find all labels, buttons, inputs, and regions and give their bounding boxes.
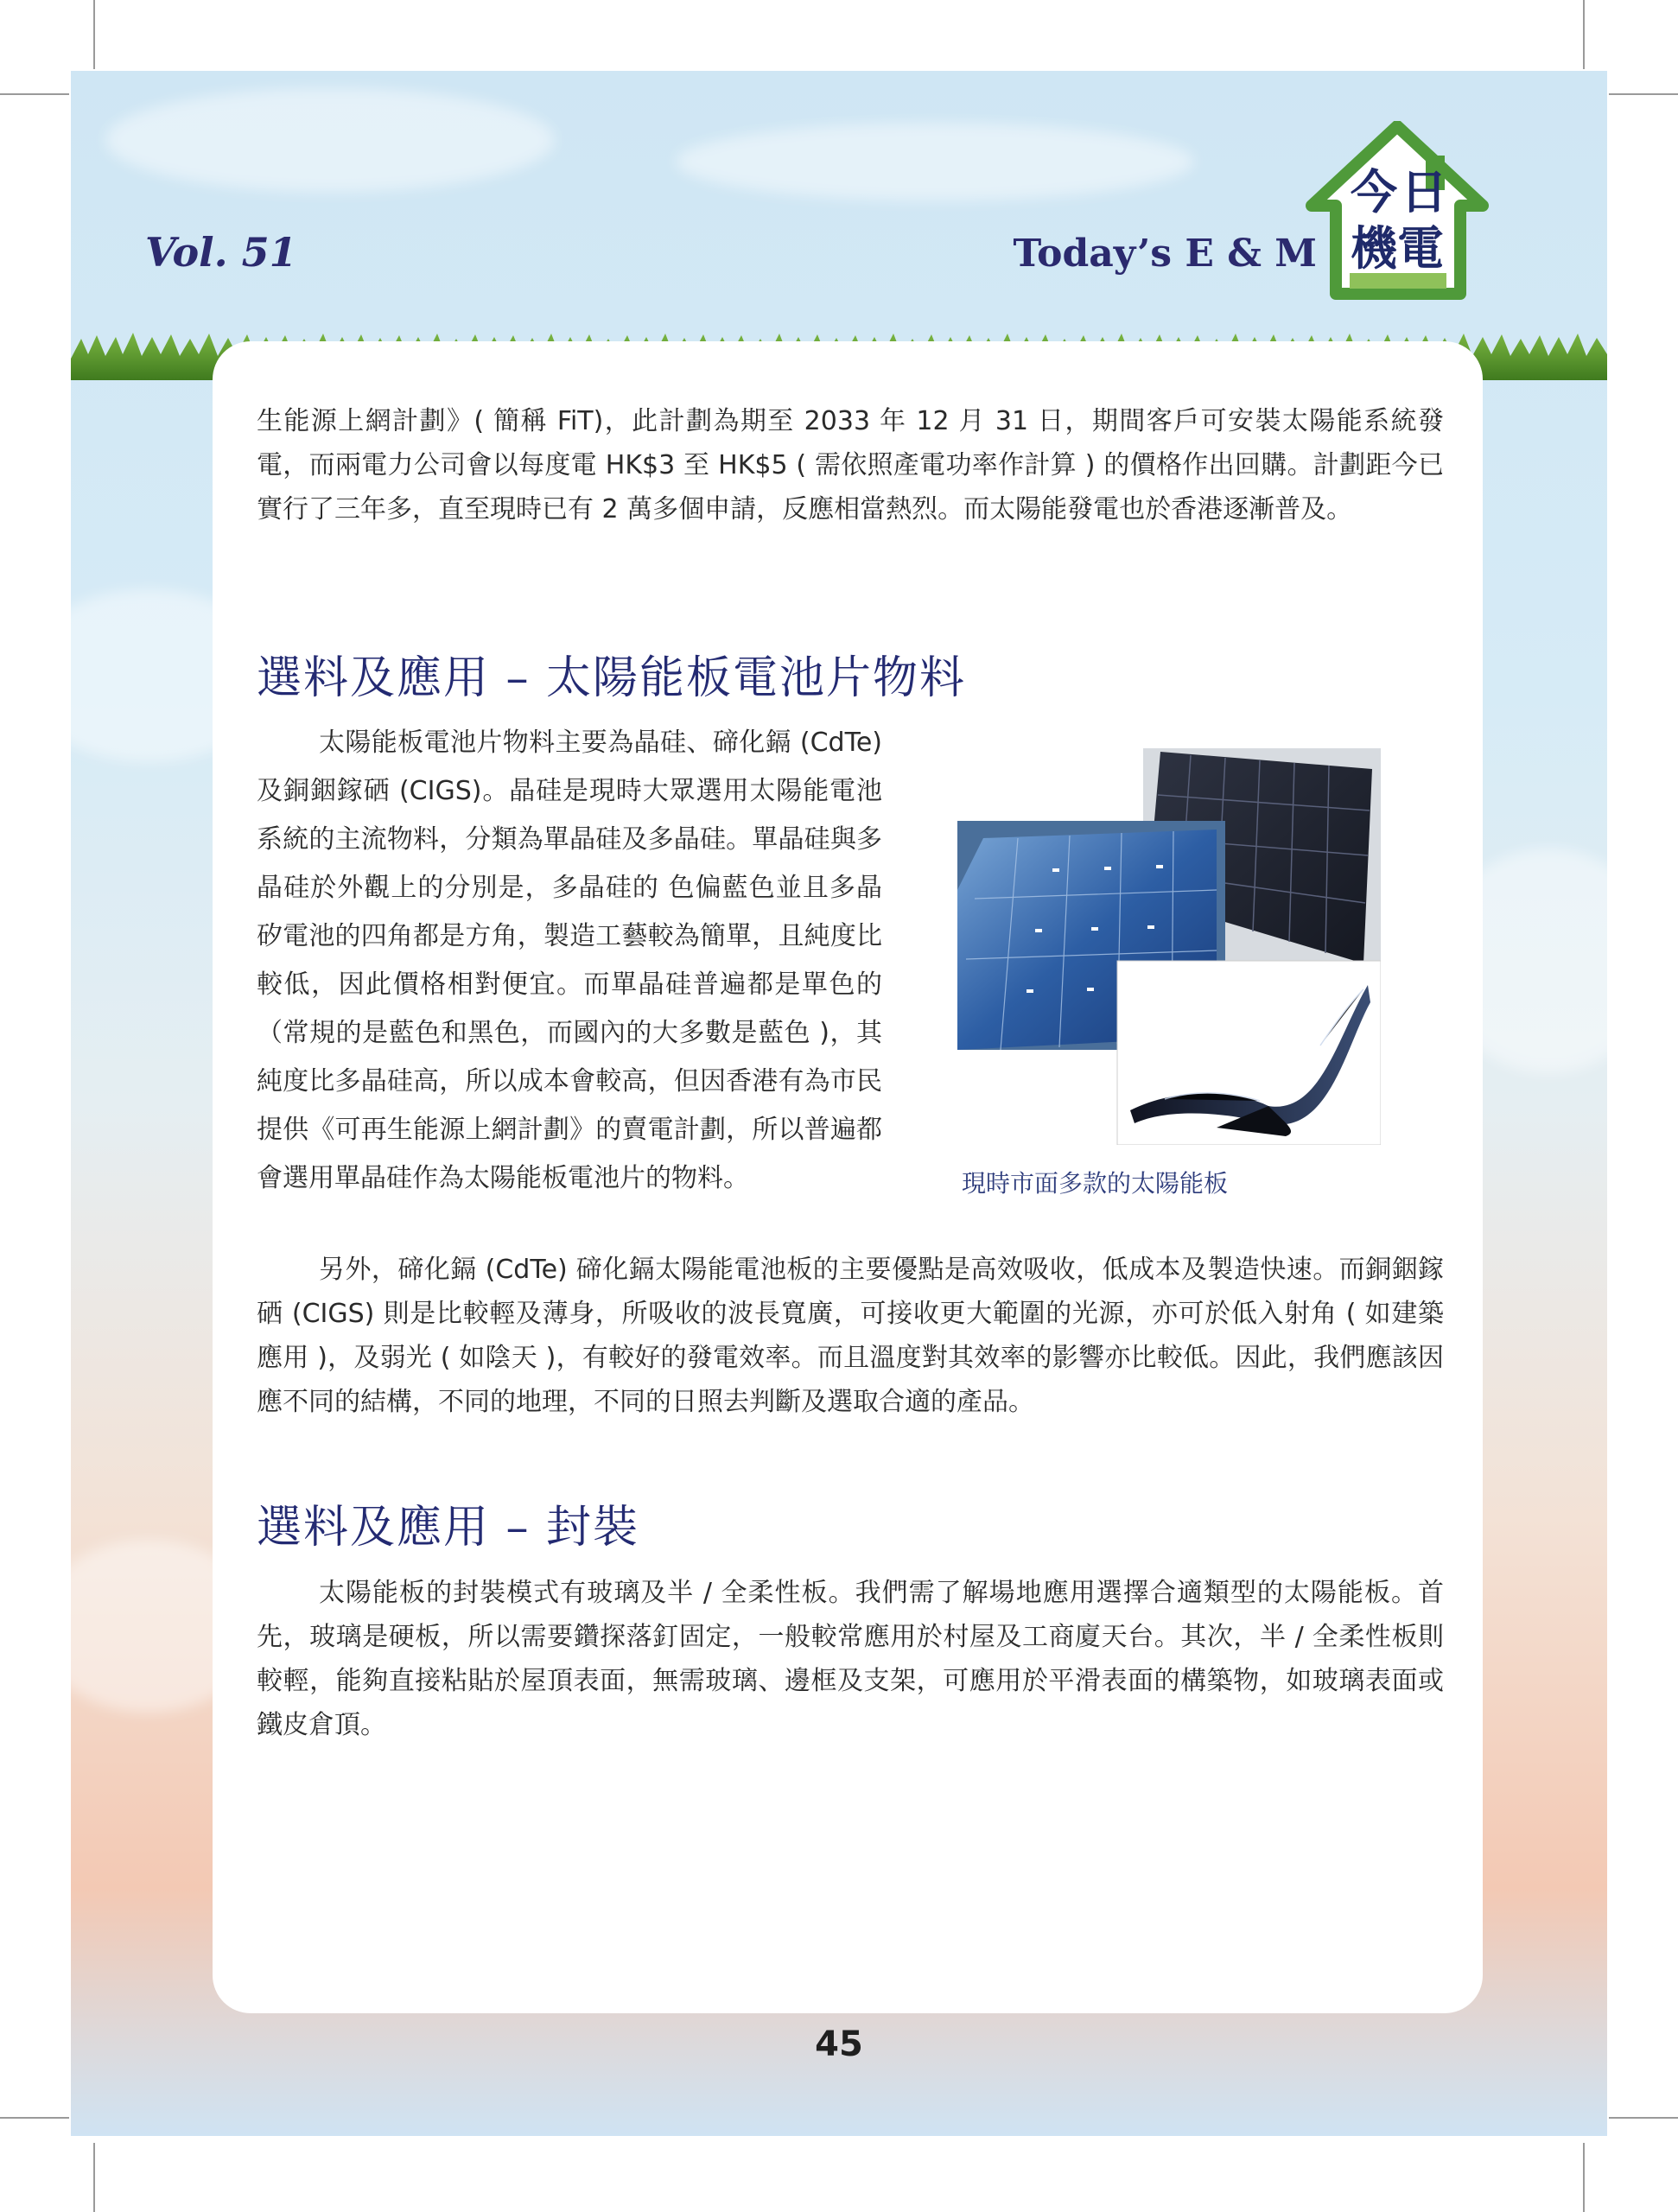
page-number: 45 [815,2024,863,2064]
magazine-title: Today’s E & M [1013,232,1317,276]
crop-mark [93,2143,95,2212]
crop-mark [1583,0,1585,69]
figure-caption: 現時市面多款的太陽能板 [962,1169,1229,1198]
logo-text-line1: 今日 [1351,164,1451,219]
crop-mark [0,2117,69,2119]
crop-mark [93,0,95,69]
paragraph-cdte-cigs: 另外，碲化鎘 (CdTe) 碲化鎘太陽能電池板的主要優點是高效吸收，低成本及製造快速。而銅銦鎵硒 (CIGS) 則是比較輕及薄身，所吸收的波長寬廣，可接收更大範圍的光源，亦可於低入射角 ( 如建築應用 )，及弱光 ( 如陰天 )，有較好的發電效率。而且溫度對其效率的影響亦比較低。因此，我們應該因應不同的結構，不同的地理，不同的日照去判斷及選取合適的產品。 [257,1255,1444,1417]
paragraph-encapsulation: 太陽能板的封裝模式有玻璃及半 / 全柔性板。我們需了解場地應用選擇合適類型的太陽能板。首先，玻璃是硬板，所以需要鑽探落釘固定，一般較常應用於村屋及工商廈天台。其次，半 / 全柔性板則較輕，能夠直接粘貼於屋頂表面，無需玻璃、邊框及支架，可應用於平滑表面的構築物，如玻璃表面或鐵皮倉頂。 [257,1578,1444,1740]
crop-mark [0,93,69,95]
crop-mark [1609,93,1678,95]
crop-mark [1583,2143,1585,2212]
solar-panels-figure [957,743,1381,1145]
logo-text-line2: 機電 [1351,220,1444,276]
volume-label: Vol. 51 [145,229,297,276]
section-heading-cell-materials: 選料及應用 – 太陽能板電池片物料 [257,652,967,704]
paragraph-intro: 生能源上網計劃》( 簡稱 FiT)，此計劃為期至 2033 年 12 月 31 日，期間客戶可安裝太陽能系統發電，而兩電力公司會以每度電 HK$3 至 HK$5 ( 需依照產電功率作計算 ) 的價格作出回購。計劃距今已實行了三年多，直至現時已有 2 萬多個申請，反應相當熱烈。而太陽能發電也於香港逐漸普及。 [257,406,1444,524]
paragraph-cell-materials: 太陽能板電池片物料主要為晶硅、碲化鎘 (CdTe) 及銅銦鎵硒 (CIGS)。晶硅是現時大眾選用太陽能電池系統的主流物料，分類為單晶硅及多晶硅。單晶硅與多晶硅於外觀上的分別是，多晶硅的 色偏藍色並且多晶矽電池的四角都是方角，製造工藝較為簡單，且純度比較低，因此價格相對便宜。而單晶硅普遍都是單色的（常規的是藍色和黑色，而國內的大多數是藍色 )，其純度比多晶硅高，所以成本會較高，但因香港有為市民提供《可再生能源上網計劃》的賣電計劃，所以普遍都會選用單晶硅作為太陽能板電池片的物料。 [257,728,882,1193]
crop-mark [1609,2117,1678,2119]
section-heading-encapsulation: 選料及應用 – 封裝 [257,1502,640,1554]
